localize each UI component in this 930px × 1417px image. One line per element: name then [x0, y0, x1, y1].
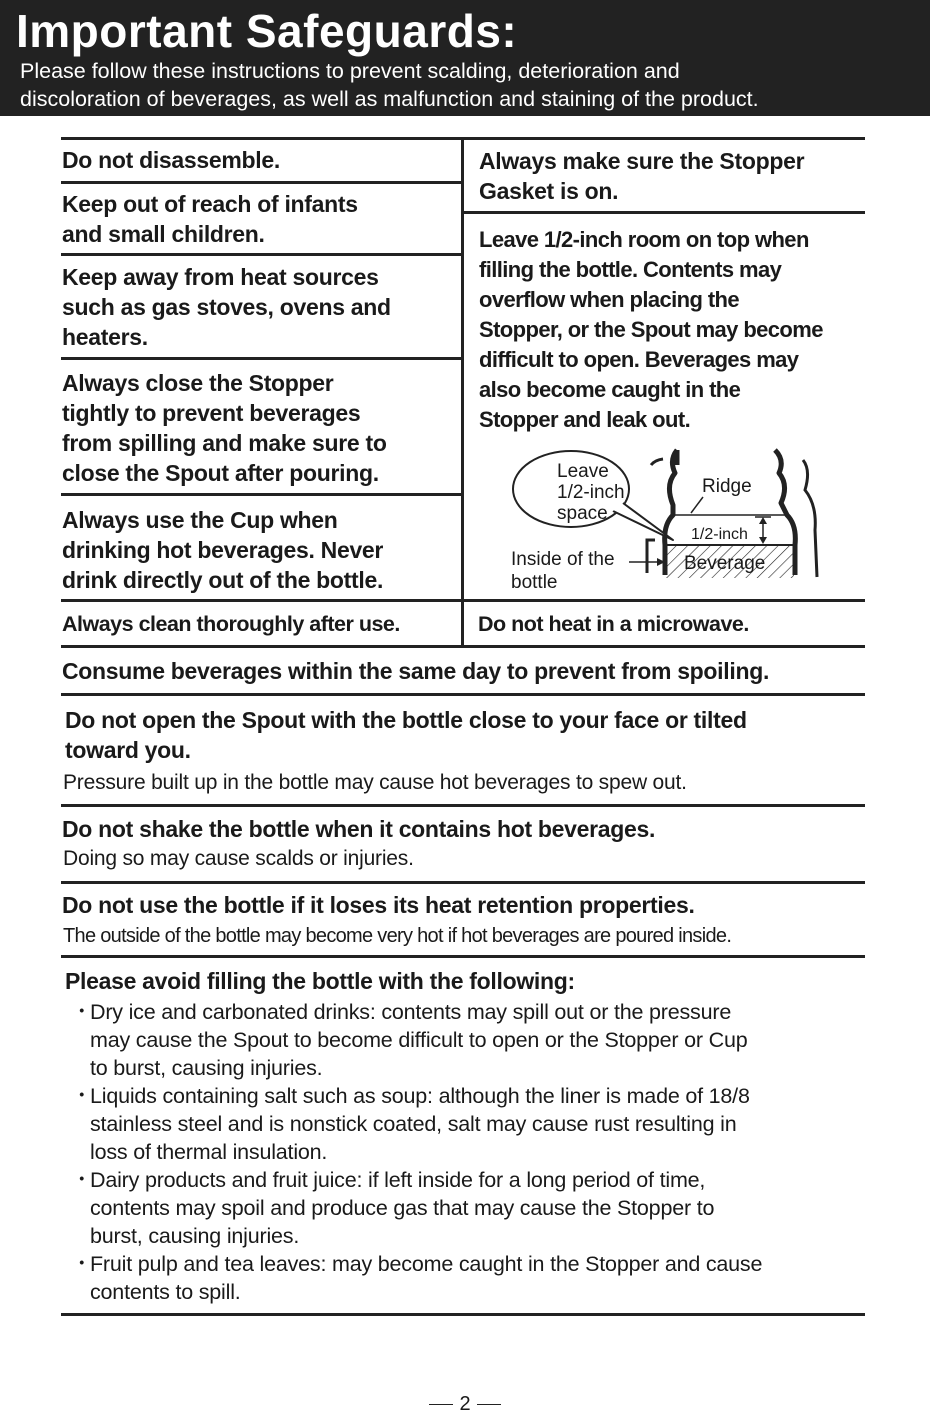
warning-disassemble: Do not disassemble. — [62, 147, 280, 173]
warning-consume: Consume beverages within the same day to prevent from spoiling. — [62, 658, 770, 684]
rule-left-3 — [61, 357, 461, 360]
warning-infants-line: Keep out of reach of infants — [62, 191, 358, 217]
half-inch-label: 1/2-inch — [691, 526, 748, 543]
bubble-text-line-3: space — [557, 503, 608, 524]
list-item — [64, 998, 864, 1082]
warning-infants — [62, 189, 358, 249]
bottle-outer-right — [803, 460, 817, 577]
warning-room-line: also become caught in the — [479, 377, 741, 402]
warning-spout-line: toward you. — [65, 737, 191, 763]
warning-shake-body: Doing so may cause scalds or injuries. — [63, 847, 414, 870]
warning-room-line: Stopper and leak out. — [479, 407, 691, 432]
beverage-label: Beverage — [684, 553, 766, 574]
warning-close-line: Always close the Stopper — [62, 370, 334, 396]
warning-close-line: from spilling and make sure to — [62, 430, 387, 456]
page-number-dash-left — [429, 1404, 453, 1406]
page-title: Important Safeguards: — [16, 5, 518, 57]
warning-retention-body: The outside of the bottle may become very hot if hot beverages are poured inside. — [63, 925, 732, 947]
bullet-mark: ・ — [71, 1252, 93, 1276]
rule-after-consume — [61, 693, 865, 696]
warning-clean: Always clean thoroughly after use. — [62, 612, 400, 636]
warning-spout-title — [65, 705, 747, 765]
warning-cup-line: drinking hot beverages. Never — [62, 537, 384, 563]
inside-label-line-1: Inside of the — [511, 549, 615, 570]
warning-room-line: difficult to open. Beverages may — [479, 347, 799, 372]
bullet-mark: ・ — [71, 1168, 93, 1192]
dimension-arrowhead — [759, 517, 767, 524]
warning-gasket-line: Gasket is on. — [479, 178, 619, 204]
bubble-text-line-2: 1/2-inch — [557, 482, 625, 503]
page-number-value: 2 — [459, 1393, 471, 1415]
warning-cup-line: drink directly out of the bottle. — [62, 567, 384, 593]
rule-left-4 — [61, 493, 461, 496]
header-subtitle — [20, 57, 920, 113]
warning-shake-title: Do not shake the bottle when it contains hot beverages. — [62, 816, 656, 842]
warning-spout-line: Do not open the Spout with the bottle close to your face or tilted — [65, 707, 747, 733]
warning-spout-body: Pressure built up in the bottle may cause hot beverages to spew out. — [63, 771, 687, 794]
warning-leave-room — [479, 225, 823, 435]
avoid-title: Please avoid filling the bottle with the following: — [65, 968, 575, 994]
list-item — [64, 1250, 864, 1306]
bottle-inner-left-bracket — [647, 540, 655, 573]
list-item-text: Dairy products and fruit juice: if left inside for a long period of time, contents may spoil and produce gas that may cause the Stopper to burst, causing injuries. — [90, 1168, 715, 1248]
warning-gasket-line: Always make sure the Stopper — [479, 148, 805, 174]
header-subtitle-line-2: discoloration of beverages, as well as malfunction and staining of the product. — [20, 87, 759, 111]
warning-heat-line: such as gas stoves, ovens and — [62, 294, 391, 320]
ridge-label: Ridge — [702, 476, 752, 497]
warning-room-line: Leave 1/2-inch room on top when — [479, 227, 809, 252]
warning-heat-line: Keep away from heat sources — [62, 264, 379, 290]
warning-room-line: Stopper, or the Spout may become — [479, 317, 823, 342]
bottle-outer-left — [651, 459, 663, 465]
warning-microwave: Do not heat in a microwave. — [478, 612, 749, 636]
warning-room-line: filling the bottle. Contents may — [479, 257, 782, 282]
list-item-text: Liquids containing salt such as soup: although the liner is made of 18/8 stainless steel and is nonstick coated, salt may cause rust resulting in loss of thermal insulation. — [90, 1084, 750, 1164]
rule-left-2 — [61, 253, 461, 256]
bullet-mark: ・ — [71, 1000, 93, 1024]
bullet-mark: ・ — [71, 1084, 93, 1108]
warning-use-cup — [62, 505, 383, 595]
warning-heat-line: heaters. — [62, 324, 148, 350]
list-item-text: Dry ice and carbonated drinks: contents may spill out or the pressure may cause the Spout to become difficult to open or the Stopper or Cup to burst, causing injuries. — [90, 1000, 748, 1080]
rule-right-1 — [464, 211, 865, 214]
inside-label-line-2: bottle — [511, 572, 558, 593]
rule-after-shake — [61, 881, 865, 884]
rule-mid — [61, 599, 865, 602]
rule-after-clean — [61, 645, 865, 648]
rule-bottom — [61, 1313, 865, 1316]
dimension-arrowhead — [759, 537, 767, 544]
bubble-text-line-1: Leave — [557, 461, 609, 482]
warning-close-line: close the Spout after pouring. — [62, 460, 379, 486]
warning-close-line: tightly to prevent beverages — [62, 400, 361, 426]
avoid-list — [64, 998, 864, 1306]
rule-after-retention — [61, 955, 865, 958]
warning-infants-line: and small children. — [62, 221, 265, 247]
list-item — [64, 1166, 864, 1250]
bottle-diagram — [505, 445, 835, 595]
warning-heat-sources — [62, 262, 391, 352]
list-item — [64, 1082, 864, 1166]
list-item-text: Fruit pulp and tea leaves: may become caught in the Stopper and cause contents to spill. — [90, 1252, 763, 1304]
header-subtitle-line-1: Please follow these instructions to prevent scalding, deterioration and — [20, 59, 680, 83]
warning-gasket — [479, 146, 804, 206]
warning-retention-title: Do not use the bottle if it loses its heat retention properties. — [62, 892, 695, 918]
header-banner — [0, 0, 930, 116]
page-number-dash-right — [477, 1404, 501, 1406]
page-number — [0, 1392, 930, 1416]
warning-cup-line: Always use the Cup when — [62, 507, 338, 533]
rule-after-spout — [61, 804, 865, 807]
rule-left-1 — [61, 181, 461, 184]
warning-close-stopper — [62, 368, 387, 488]
callout-tail — [613, 503, 673, 540]
warning-room-line: overflow when placing the — [479, 287, 740, 312]
ridge-pointer — [691, 497, 703, 513]
